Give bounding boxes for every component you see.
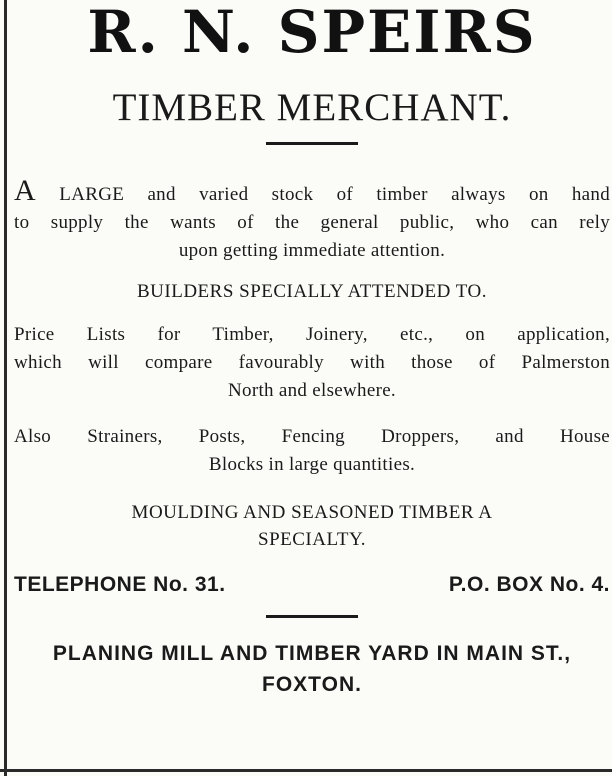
specialty-line-1: MOULDING AND SEASONED TIMBER A [131,502,493,523]
mill-line-2: FOXTON. [262,673,362,696]
price-line-3: North and elsewhere. [228,380,396,401]
strainers-line-2: Blocks in large quantities. [208,454,416,475]
contact-row [14,573,610,597]
price-line-1: Price Lists for Timber, Joinery, etc., on application, [14,324,610,345]
strainers-paragraph [14,423,610,479]
divider-rule [266,142,358,145]
price-line-2: which will compare favourably with those of Palmerston [14,352,610,373]
stock-line-1 [14,174,610,209]
divider-rule-lower [266,615,358,618]
specialty-notice [14,499,610,553]
specialty-line-2: SPECIALTY. [258,529,366,550]
po-box-number: P.O. BOX No. 4. [448,573,610,596]
telephone-number: TELEPHONE No. 31. [14,573,226,596]
strainers-line-1: Also Strainers, Posts, Fencing Droppers, and House [14,426,610,447]
advertisement [14,0,610,770]
stock-line-1-text: LARGE and varied stock of timber always on hand [59,184,610,205]
builders-notice: BUILDERS SPECIALLY ATTENDED TO. [137,281,487,302]
mill-location [14,638,610,700]
left-border-rule [4,0,7,776]
stock-paragraph [14,174,610,265]
stock-line-2: to supply the wants of the general public, who can rely [14,212,610,233]
drop-cap: A [14,174,36,207]
trade-heading: TIMBER MERCHANT. [112,86,512,129]
mill-line-1: PLANING MILL AND TIMBER YARD IN MAIN ST., [52,642,572,665]
merchant-name: R. N. SPEIRS [87,0,537,66]
stock-line-3: upon getting immediate attention. [178,240,446,261]
price-list-paragraph [14,321,610,405]
